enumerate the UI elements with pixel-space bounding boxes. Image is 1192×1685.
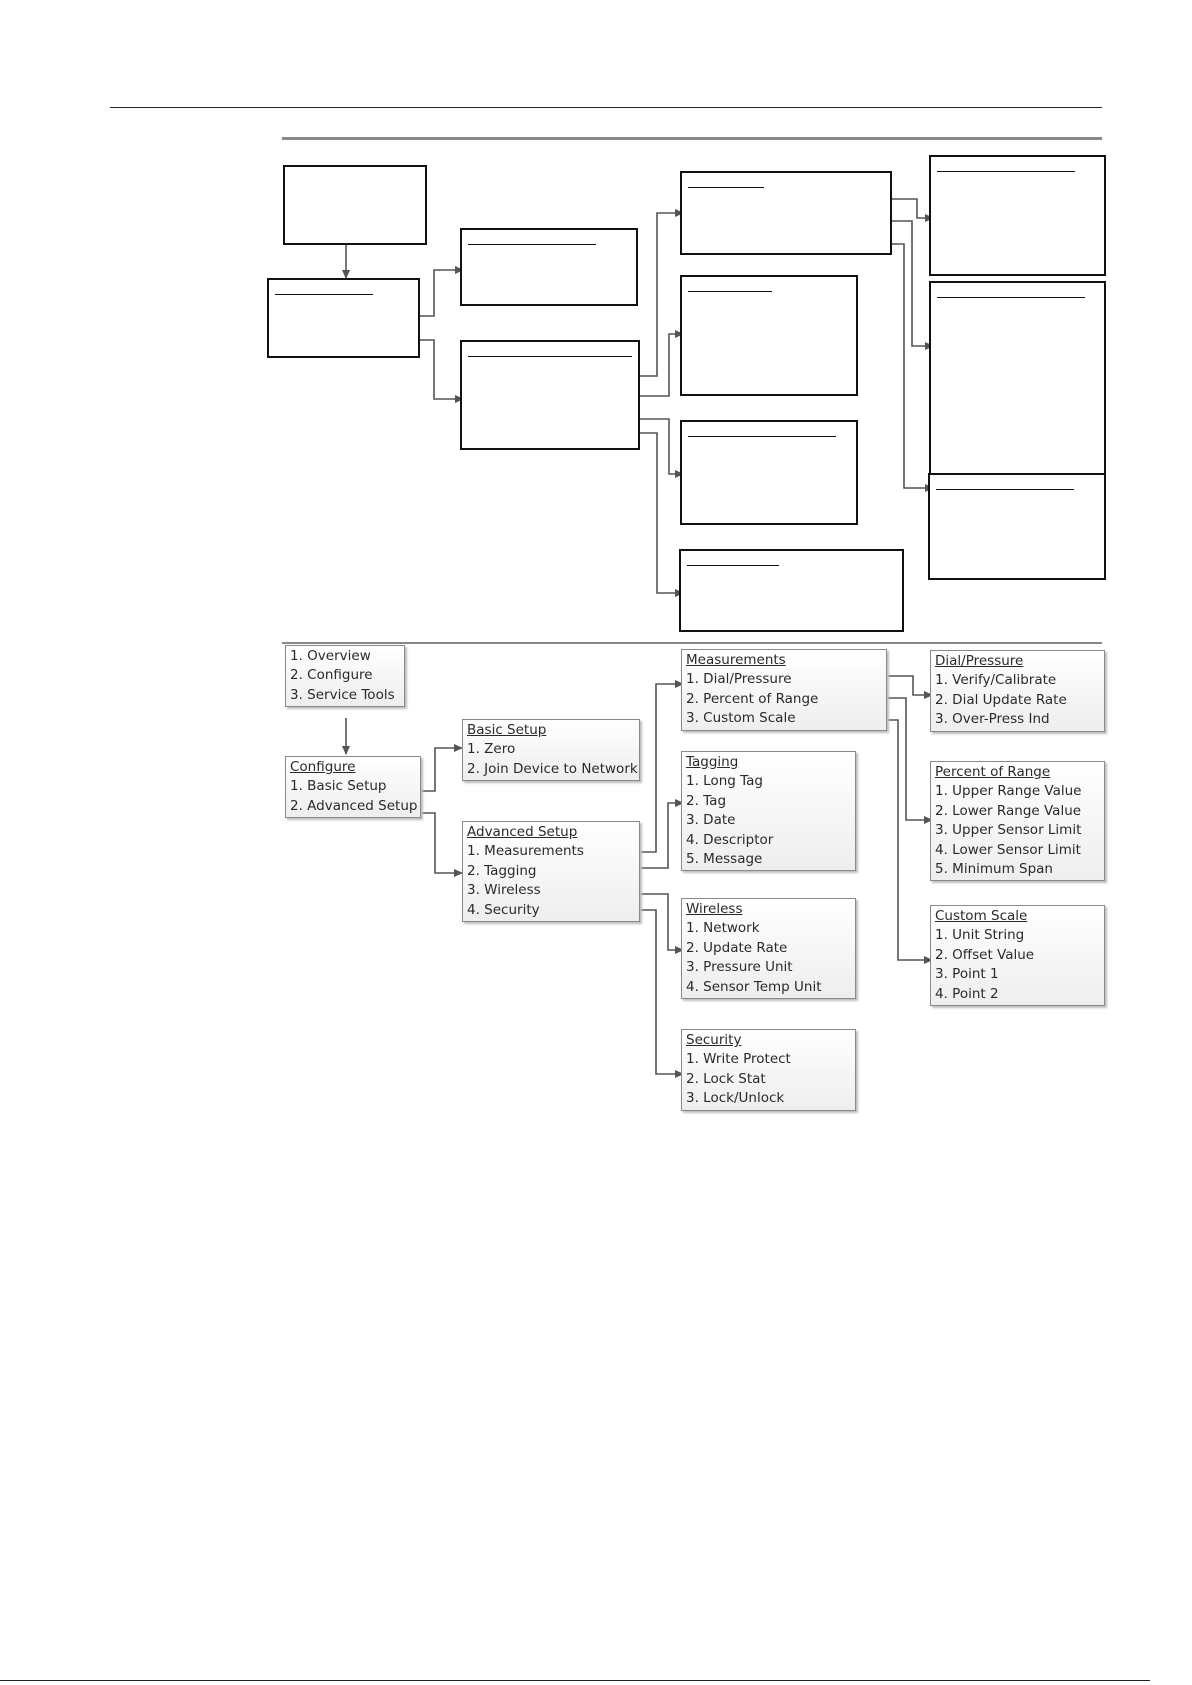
- outline-box-wireless: [680, 420, 858, 525]
- menu-item[interactable]: 1. Measurements: [467, 843, 584, 860]
- outline-box-custom-scale: [928, 473, 1106, 580]
- menu-item[interactable]: 1. Unit String: [935, 927, 1025, 944]
- menu-item[interactable]: 2. Lower Range Value: [935, 802, 1082, 819]
- menu-title: Percent of Range: [935, 764, 1051, 780]
- menu-item[interactable]: 3. Service Tools: [290, 686, 395, 703]
- menu-title: Custom Scale: [935, 908, 1028, 924]
- menu-item[interactable]: 2. Offset Value: [935, 946, 1035, 963]
- menu-item[interactable]: 2. Update Rate: [686, 939, 788, 956]
- menu-item[interactable]: 3. Over-Press Ind: [935, 711, 1050, 728]
- menu-item[interactable]: 1. Long Tag: [686, 773, 763, 790]
- outline-box-main-menu: [283, 165, 427, 245]
- menu-item[interactable]: 2. Tagging: [467, 862, 537, 879]
- outline-box-percent-of-range: [929, 281, 1106, 475]
- menu-title: Wireless: [686, 901, 743, 917]
- menu-box-main-menu: [285, 645, 405, 707]
- menu-item[interactable]: 2. Join Device to Network: [467, 760, 638, 777]
- outline-box-security: [679, 549, 904, 632]
- menu-box-security: [681, 1029, 856, 1111]
- menu-title: Configure: [290, 759, 356, 775]
- menu-item[interactable]: 2. Dial Update Rate: [935, 691, 1067, 708]
- menu-item[interactable]: 2. Lock Stat: [686, 1070, 766, 1087]
- menu-title: Advanced Setup: [467, 824, 578, 840]
- menu-item[interactable]: 2. Tag: [686, 792, 727, 809]
- menu-item[interactable]: 3. Date: [686, 812, 736, 829]
- menu-item[interactable]: 1. Verify/Calibrate: [935, 672, 1057, 689]
- menu-item[interactable]: 2. Percent of Range: [686, 690, 819, 707]
- menu-item[interactable]: 3. Lock/Unlock: [686, 1090, 785, 1107]
- menu-item[interactable]: 1. Basic Setup: [290, 778, 387, 795]
- menu-item[interactable]: 1. Write Protect: [686, 1051, 791, 1068]
- menu-item[interactable]: 3. Pressure Unit: [686, 959, 793, 976]
- menu-box-configure: [285, 756, 421, 818]
- menu-item[interactable]: 1. Upper Range Value: [935, 783, 1082, 800]
- menu-item[interactable]: 3. Upper Sensor Limit: [935, 822, 1082, 839]
- menu-box-tagging: [681, 751, 856, 871]
- menu-item[interactable]: 2. Advanced Setup: [290, 797, 418, 814]
- outline-box-basic-setup: [460, 228, 638, 306]
- menu-item[interactable]: 5. Minimum Span: [935, 861, 1053, 878]
- menu-title: Basic Setup: [467, 722, 547, 738]
- menu-box-advanced-setup: [462, 821, 640, 922]
- menu-box-wireless: [681, 898, 856, 999]
- menu-item[interactable]: 1. Dial/Pressure: [686, 671, 792, 688]
- menu-title: Measurements: [686, 652, 786, 668]
- menu-title: Dial/Pressure: [935, 653, 1024, 669]
- menu-item[interactable]: 4. Sensor Temp Unit: [686, 978, 822, 995]
- menu-item[interactable]: 5. Message: [686, 851, 763, 868]
- outline-box-configure: [267, 278, 420, 358]
- menu-box-percent-of-range: [930, 761, 1105, 881]
- outline-box-advanced-setup: [460, 340, 640, 450]
- outline-box-measurements: [680, 171, 892, 255]
- menu-item[interactable]: 4. Security: [467, 901, 540, 918]
- menu-item[interactable]: 3. Wireless: [467, 882, 541, 899]
- menu-box-basic-setup: [462, 719, 640, 781]
- menu-item[interactable]: 4. Point 2: [935, 985, 999, 1002]
- menu-title: Tagging: [686, 754, 739, 770]
- menu-item[interactable]: 1. Overview: [290, 648, 371, 664]
- menu-item[interactable]: 3. Custom Scale: [686, 710, 796, 727]
- menu-item[interactable]: 3. Point 1: [935, 966, 999, 983]
- menu-item[interactable]: 4. Descriptor: [686, 831, 774, 848]
- menu-box-measurements: [681, 649, 887, 731]
- menu-item[interactable]: 4. Lower Sensor Limit: [935, 841, 1081, 858]
- menu-item[interactable]: 1. Network: [686, 920, 760, 937]
- menu-item[interactable]: 2. Configure: [290, 667, 373, 684]
- outline-box-dial-pressure: [929, 155, 1106, 276]
- menu-item[interactable]: 1. Zero: [467, 741, 516, 758]
- menu-box-custom-scale: [930, 905, 1105, 1006]
- outline-box-tagging: [680, 275, 858, 396]
- menu-box-dial-pressure: [930, 650, 1105, 732]
- menu-title: Security: [686, 1032, 742, 1048]
